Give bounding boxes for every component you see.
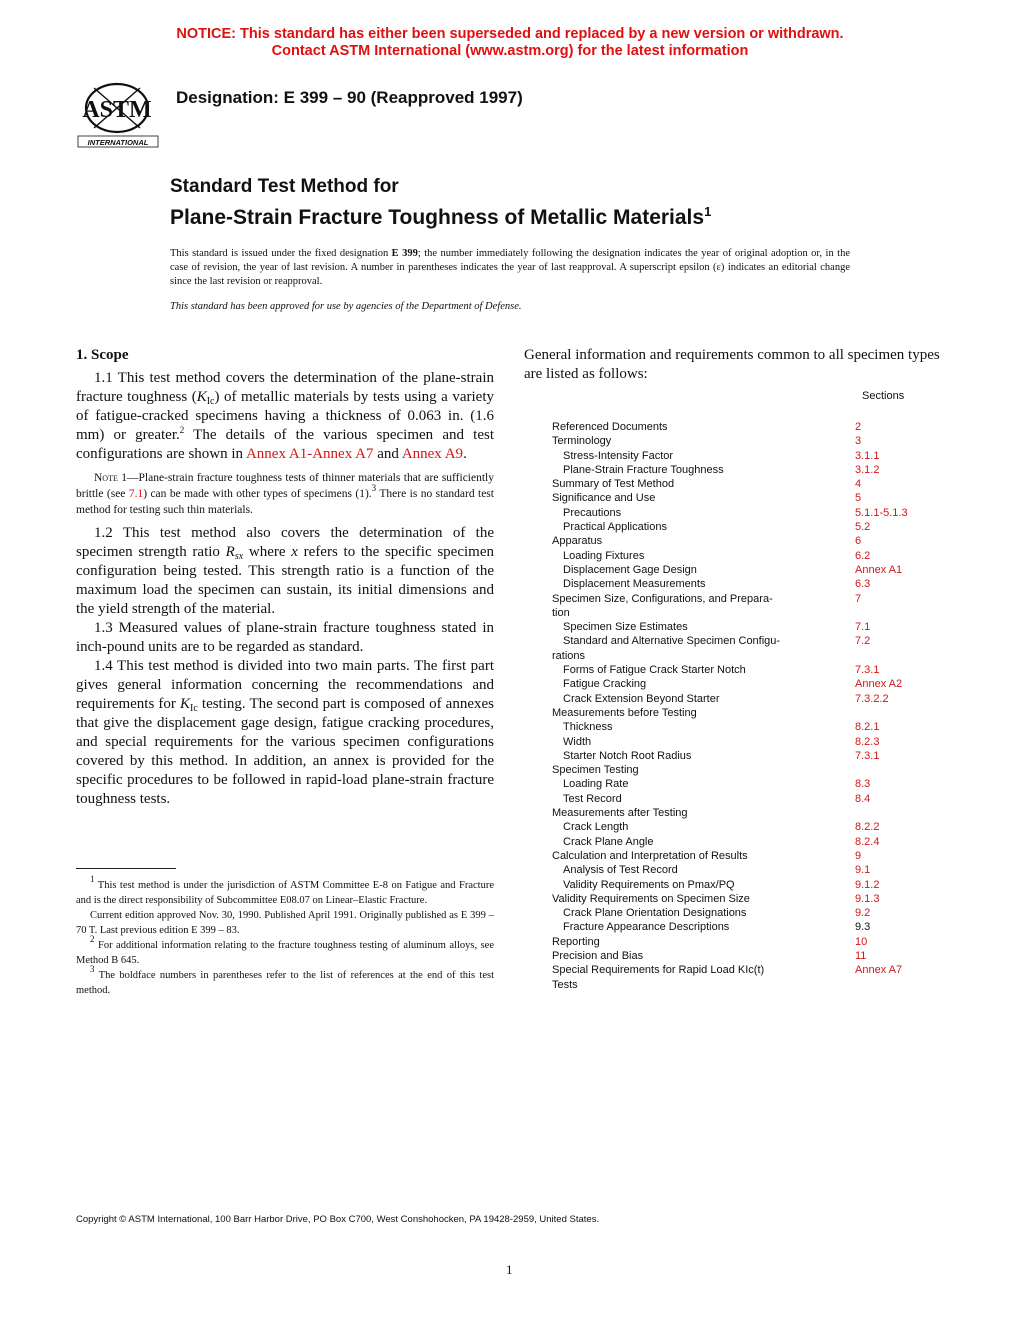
toc-section-link[interactable]: 5	[855, 492, 862, 505]
toc-section-link[interactable]: 11	[855, 949, 867, 962]
paragraph-1-2: 1.2 This test method also covers the determination of the specimen strength ratio $R_{sx}$ where x refers to the specific specimen configuration being tested. This strength ratio is a function of the maximum load the specimen can sustain, its initial dimensions and the yield strength of the material.	[76, 525, 494, 617]
toc-topic: Measurements after Testing	[552, 807, 688, 820]
title-footnote-ref[interactable]: 1	[704, 204, 712, 219]
toc-topic: Displacement Gage Design	[563, 563, 697, 576]
toc-row	[552, 692, 952, 706]
toc-topic: Significance and Use	[552, 492, 656, 505]
toc-topic: Starter Notch Root Radius	[563, 749, 692, 762]
toc-section-link[interactable]: 9.1.2	[855, 878, 880, 891]
toc-row	[552, 520, 952, 534]
footnote-2: $^2$ For additional information relating to the fracture toughness testing of aluminum alloys, see Method B 645.	[76, 934, 494, 966]
intro-text: This standard is issued under the fixed designation	[170, 248, 392, 259]
toc-section-link[interactable]: 9.1	[855, 864, 871, 877]
toc-section-link[interactable]: 9	[855, 849, 862, 862]
toc-section-link[interactable]: Annex A1	[855, 563, 903, 576]
toc-topic: Specimen Size, Configurations, and Prepara-	[552, 592, 773, 605]
title-line-2	[170, 198, 711, 232]
toc-topic: Measurements before Testing	[552, 706, 697, 719]
toc-section-link[interactable]: 7.3.2.2	[855, 692, 889, 705]
toc-topic: Tests	[552, 978, 578, 991]
designation: Designation: E 399 – 90 (Reapproved 1997)	[176, 88, 523, 107]
toc-topic: Validity Requirements on Pmax/PQ	[563, 878, 735, 891]
toc-row	[552, 720, 952, 734]
toc-row	[552, 463, 952, 477]
notice-line-2: Contact ASTM International (www.astm.org) for the latest information	[271, 43, 749, 59]
reference-1[interactable]: (1)	[355, 488, 369, 500]
toc-row	[552, 620, 952, 634]
footnote-divider	[76, 868, 176, 869]
toc-row	[552, 706, 952, 720]
footnote-ref-3[interactable]: 3	[371, 483, 377, 493]
paragraph-1-4: 1.4 This test method is divided into two main parts. The first part gives general information concerning the recommendations and requirements for $K_{Ic}$ testing. The second part is composed of annexes that give the displacement gage design, fatigue cracking procedures, and special requirements for the various specimen configurations covered by this method. In addition, an annex is provided for the specific procedures to be followed in rapid-load plane-strain fracture toughness tests.	[76, 658, 494, 807]
logo-mark: ASTM	[82, 97, 152, 123]
toc-section-link[interactable]: 8.3	[855, 778, 871, 791]
toc-section-link[interactable]: 6.3	[855, 578, 871, 591]
toc-topic: Reporting	[552, 935, 600, 948]
paragraph-1-1: 1.1 This test method covers the determination of the plane-strain fracture toughness $(K_{Ic})$ of metallic materials by tests using a variety of fatigue-cracked specimens having a thickness of 0.063 in. (1.6 mm) or greater.$^2$ The details of the various specimen and test configurations are shown in Annex A1-Annex A7 and Annex A9.	[76, 370, 494, 462]
astm-logo-icon	[76, 78, 162, 148]
toc-topic: Apparatus	[552, 535, 603, 548]
toc-row	[552, 978, 952, 992]
logo-sub: INTERNATIONAL	[87, 138, 149, 147]
toc-row	[552, 663, 952, 677]
toc-row	[552, 534, 952, 548]
toc-row	[552, 935, 952, 949]
toc-topic: Analysis of Test Record	[563, 864, 678, 877]
toc-topic: Thickness	[563, 721, 613, 734]
toc-section-link[interactable]: 8.4	[855, 792, 871, 805]
toc-topic: tion	[552, 606, 570, 619]
toc-topic: Terminology	[552, 435, 612, 448]
toc-row	[552, 963, 952, 977]
footnote-1: $^1$ This test method is under the jurisdiction of ASTM Committee E-8 on Fatigue and Fracture and is the direct responsibility of Subcommittee E08.07 on Linear–Elastic Fracture.	[76, 874, 494, 906]
toc-row	[552, 735, 952, 749]
toc-row	[552, 820, 952, 834]
footnotes	[76, 874, 494, 998]
toc-section-link[interactable]: 8.2.4	[855, 835, 880, 848]
toc-row	[552, 563, 952, 577]
toc-row	[552, 434, 952, 448]
toc-topic: Precision and Bias	[552, 949, 644, 962]
toc-row	[552, 878, 952, 892]
sections-table	[552, 420, 952, 992]
page-number: 1	[506, 1262, 513, 1277]
toc-row	[552, 634, 952, 648]
toc-section-link[interactable]: 9.1.3	[855, 892, 880, 905]
toc-section-link[interactable]: 4	[855, 478, 862, 491]
link-annex-a9[interactable]: Annex A9	[401, 446, 464, 462]
note-1: Note 1—Plane-strain fracture toughness tests of thinner materials that are sufficiently brittle (see 7.1) can be made with other types of specimens (1).$^3$ There is no standard test method for testing such thin materials.	[76, 472, 494, 516]
toc-row	[552, 806, 952, 820]
toc-section-link[interactable]: 7.2	[855, 635, 871, 648]
toc-topic: Specimen Size Estimates	[563, 621, 688, 634]
document-title	[170, 176, 711, 232]
link-7-1[interactable]: 7.1	[128, 488, 144, 500]
intro-text-2: ; the number immediately following the designation indicates the year of original adoption or, in the case of revision, the year of last revision. A number in parentheses indicates the year of last reapproval. A superscript epsilon (ε) indicates an editorial change since the last revision or reapproval.	[170, 248, 850, 287]
toc-row	[552, 491, 952, 505]
toc-row	[552, 606, 952, 620]
toc-row	[552, 777, 952, 791]
dod-approval: This standard has been approved for use by agencies of the Department of Defense.	[170, 301, 522, 312]
toc-topic: Crack Plane Angle	[563, 835, 654, 848]
toc-topic: Special Requirements for Rapid Load KIc(t)	[552, 964, 765, 977]
toc-row	[552, 792, 952, 806]
toc-topic: Crack Length	[563, 821, 629, 834]
toc-row	[552, 592, 952, 606]
toc-topic: Stress-Intensity Factor	[563, 449, 674, 462]
issuance-statement	[170, 247, 850, 289]
toc-row	[552, 577, 952, 591]
toc-topic: Summary of Test Method	[552, 478, 675, 491]
toc-row	[552, 763, 952, 777]
toc-topic: Standard and Alternative Specimen Configu-	[563, 635, 781, 648]
toc-section-link: 9.3	[855, 921, 871, 934]
toc-row	[552, 420, 952, 434]
toc-section-link[interactable]: Annex A7	[855, 964, 903, 977]
toc-section-link[interactable]: 8.2.1	[855, 721, 880, 734]
toc-topic: Referenced Documents	[552, 421, 668, 433]
intro-designation: E 399	[391, 248, 418, 259]
toc-section-link[interactable]: 3.1.2	[855, 463, 880, 476]
toc-topic: Plane-Strain Fracture Toughness	[563, 463, 724, 476]
title-main: Plane-Strain Fracture Toughness of Metallic Materials	[170, 206, 705, 229]
section-heading-scope: 1. Scope	[76, 347, 129, 363]
toc-section-link[interactable]: 3.1.1	[855, 449, 880, 462]
toc-row	[552, 549, 952, 563]
withdrawal-notice	[0, 26, 1020, 60]
toc-section-link[interactable]: 8.2.2	[855, 821, 880, 834]
toc-intro: General information and requirements common to all specimen types are listed as follows:	[524, 347, 940, 382]
toc-topic: Validity Requirements on Specimen Size	[552, 892, 750, 905]
toc-topic: Crack Extension Beyond Starter	[563, 692, 720, 705]
toc-section-link[interactable]: 2	[855, 421, 862, 433]
title-line-1: Standard Test Method for	[170, 176, 399, 197]
toc-section-link[interactable]: 10	[855, 935, 868, 948]
toc-row	[552, 863, 952, 877]
toc-topic: Forms of Fatigue Crack Starter Notch	[563, 664, 746, 677]
toc-topic: rations	[552, 649, 586, 662]
toc-row	[552, 949, 952, 963]
toc-section-link[interactable]: 9.2	[855, 907, 871, 920]
toc-row	[552, 920, 952, 934]
toc-row	[552, 849, 952, 863]
footnote-3: $^3$ The boldface numbers in parentheses refer to the list of references at the end of this test method.	[76, 964, 494, 996]
note-label: Note 1	[94, 472, 128, 484]
paragraph-1-3: 1.3 Measured values of plane-strain fracture toughness stated in inch-pound units are to be regarded as standard.	[76, 620, 494, 655]
left-column	[76, 346, 494, 809]
toc-section-link[interactable]: 7.1	[855, 621, 871, 634]
toc-row	[552, 749, 952, 763]
toc-topic: Width	[563, 735, 592, 748]
toc-topic: Precautions	[563, 506, 622, 519]
toc-section-link[interactable]: 8.2.3	[855, 735, 880, 748]
toc-section-link[interactable]: 7.3.1	[855, 664, 880, 677]
footnote-ref-2[interactable]: 2	[179, 425, 185, 435]
copyright: Copyright © ASTM International, 100 Barr Harbor Drive, PO Box C700, West Conshohocken, PA 19428-2959, United States.	[76, 1214, 600, 1225]
toc-topic: Practical Applications	[563, 521, 667, 534]
toc-section-link[interactable]: 3	[855, 435, 862, 448]
toc-row	[552, 906, 952, 920]
link-annex-a1-a7[interactable]: Annex A1-Annex A7	[245, 446, 374, 462]
toc-row	[552, 892, 952, 906]
notice-line-1: NOTICE: This standard has either been superseded and replaced by a new version or withdrawn.	[176, 26, 844, 42]
toc-section-link[interactable]: 7.3.1	[855, 749, 880, 762]
toc-row	[552, 835, 952, 849]
toc-topic: Test Record	[563, 792, 622, 805]
toc-section-link[interactable]: Annex A2	[855, 678, 903, 691]
toc-section-link[interactable]: 7	[855, 592, 862, 605]
toc-row	[552, 649, 952, 663]
toc-row	[552, 506, 952, 520]
toc-section-link[interactable]: 6	[855, 535, 862, 548]
toc-section-link[interactable]: 5.1.1-5.1.3	[855, 506, 908, 519]
toc-topic: Fracture Appearance Descriptions	[563, 921, 730, 934]
footnote-edition: Current edition approved Nov. 30, 1990. Published April 1991. Originally published as E 399 – 70 T. Last previous edition E 399 – 83.	[76, 910, 494, 936]
toc-section-link[interactable]: 5.2	[855, 521, 871, 534]
toc-row	[552, 477, 952, 491]
toc-topic: Loading Rate	[563, 778, 629, 791]
toc-topic: Fatigue Cracking	[563, 678, 647, 691]
toc-topic: Calculation and Interpretation of Results	[552, 849, 748, 862]
toc-topic: Crack Plane Orientation Designations	[563, 907, 747, 920]
toc-topic: Displacement Measurements	[563, 578, 706, 591]
toc-topic: Specimen Testing	[552, 764, 639, 777]
toc-row	[552, 449, 952, 463]
sections-heading: Sections	[862, 390, 905, 402]
toc-row	[552, 677, 952, 691]
toc-section-link[interactable]: 6.2	[855, 549, 871, 562]
toc-topic: Loading Fixtures	[563, 549, 645, 562]
